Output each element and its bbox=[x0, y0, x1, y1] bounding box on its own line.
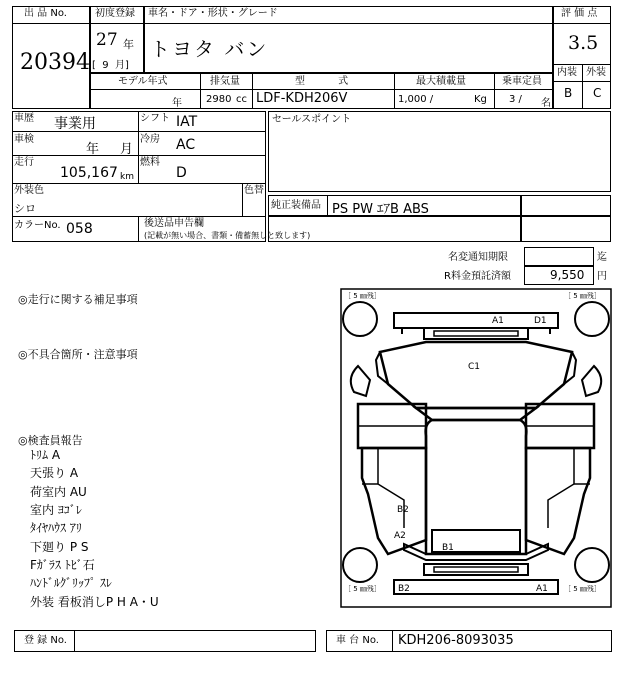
right-rear-panel bbox=[526, 448, 590, 554]
grille bbox=[424, 328, 528, 339]
tire-depth-label-tr: ［ 5 ㎜残］ bbox=[564, 292, 601, 300]
equipment-extra-box bbox=[521, 195, 611, 216]
divider bbox=[74, 630, 75, 652]
right-mirror bbox=[582, 366, 601, 396]
inspector-item: ﾊﾝﾄﾞﾙｸﾞﾘｯﾌﾟ ｽﾚ bbox=[30, 576, 112, 590]
repaint-label: 色替 bbox=[244, 185, 264, 196]
name-change-label: 名変通知期限 bbox=[448, 252, 508, 263]
divider bbox=[12, 183, 266, 184]
wheel-front-right bbox=[575, 302, 609, 336]
registration-number-label: 登 録 No. bbox=[24, 635, 67, 646]
interior-grade: B bbox=[564, 86, 573, 100]
color-no-label: カラーNo. bbox=[14, 220, 61, 231]
inspector-item: 室内 ﾖｺﾞﾚ bbox=[30, 503, 82, 517]
wheel-front-left bbox=[343, 302, 377, 336]
capacity-label: 乗車定員 bbox=[502, 76, 542, 87]
damage-mark-a2-left: A2 bbox=[394, 531, 406, 541]
displacement-unit: cc bbox=[236, 94, 247, 105]
driving-notes-label: ◎走行に関する補足事項 bbox=[18, 293, 138, 306]
equipment-value: PS PW ｴｱB ABS bbox=[332, 202, 429, 217]
divider bbox=[90, 89, 553, 90]
ac-label: 冷房 bbox=[140, 134, 160, 145]
divider bbox=[138, 111, 139, 183]
inspector-item: 外装 看板消しP H A・U bbox=[30, 595, 159, 609]
defects-notes-label: ◎不具合箇所・注意事項 bbox=[18, 348, 138, 361]
model-year-unit: 年 bbox=[172, 98, 182, 109]
model-label: 型 式 bbox=[295, 76, 349, 87]
inspection-month: 月 bbox=[120, 142, 134, 157]
tire-depth-label-bl: ［ 5 ㎜残］ bbox=[344, 585, 381, 593]
inspection-label: 車検 bbox=[14, 134, 34, 145]
divider bbox=[494, 73, 495, 109]
wheel-rear-right bbox=[575, 548, 609, 582]
exterior-label: 外装 bbox=[586, 67, 606, 78]
after-items-note: (記載が無い場合、書類・備蓄無しと致します) bbox=[144, 231, 311, 240]
displacement-value: 2980 bbox=[206, 94, 232, 105]
after-items-box bbox=[268, 216, 521, 242]
divider bbox=[392, 630, 393, 652]
rear-bumper bbox=[394, 580, 558, 594]
inspector-item: Fｶﾞﾗｽ ﾄﾋﾞ石 bbox=[30, 558, 95, 572]
first-registration-year: 27 bbox=[96, 30, 118, 50]
fuel-value: D bbox=[176, 165, 187, 181]
year-unit: 年 bbox=[123, 38, 134, 51]
chassis-number: KDH206-8093035 bbox=[398, 633, 514, 648]
fuel-label: 燃料 bbox=[140, 157, 160, 168]
car-name: トヨタ バン bbox=[150, 37, 269, 61]
car-name-label: 車名・ドア・形状・グレード bbox=[148, 8, 278, 19]
ext-color-label: 外装色 bbox=[14, 185, 44, 196]
divider bbox=[553, 23, 611, 24]
divider bbox=[12, 216, 266, 217]
after-items-label: 後送品申告欄 bbox=[144, 218, 204, 229]
hood bbox=[380, 342, 572, 408]
divider bbox=[394, 73, 395, 109]
damage-mark-b2-rear: B2 bbox=[398, 584, 410, 594]
name-change-unit: 迄 bbox=[597, 252, 607, 263]
capacity-unit: 名 bbox=[541, 98, 551, 109]
inspector-item: 天張り A bbox=[30, 466, 79, 480]
mileage-value: 105,167 bbox=[60, 165, 118, 181]
damage-mark-c1-hood: C1 bbox=[468, 362, 481, 372]
after-items-extra-box bbox=[521, 216, 611, 242]
divider bbox=[553, 81, 611, 82]
sales-point-label: セールスポイント bbox=[272, 114, 352, 125]
damage-mark-b2-left: B2 bbox=[397, 505, 409, 515]
lot-number-label: 出 品 No. bbox=[24, 8, 67, 19]
damage-mark-d1-front: D1 bbox=[534, 316, 547, 326]
inspector-item: ﾄﾘﾑ A bbox=[30, 448, 61, 462]
name-change-box bbox=[524, 247, 594, 266]
mileage-label: 走行 bbox=[14, 157, 34, 168]
max-load-unit: Kg bbox=[474, 94, 487, 105]
inspector-item: 荷室内 AU bbox=[30, 485, 87, 499]
divider bbox=[582, 64, 583, 109]
recycle-value: 9,550 bbox=[550, 268, 585, 282]
mileage-unit: km bbox=[120, 172, 134, 182]
divider bbox=[90, 23, 144, 24]
ac-value: AC bbox=[176, 137, 196, 153]
first-registration-label: 初度登録 bbox=[95, 8, 135, 19]
inspector-report-label: ◎検査員報告 bbox=[18, 434, 83, 447]
divider bbox=[12, 131, 266, 132]
month-bracket: [ 9 月] bbox=[92, 60, 129, 71]
divider bbox=[12, 155, 266, 156]
inspection-year: 年 bbox=[86, 142, 100, 157]
inspector-item: ﾀｲﾔﾊｳｽ ｱﾘ bbox=[30, 521, 82, 535]
tire-depth-label-tl: ［ 5 ㎜残］ bbox=[344, 292, 381, 300]
model-value: LDF-KDH206V bbox=[256, 91, 348, 106]
tire-depth-label-br: ［ 5 ㎜残］ bbox=[564, 585, 601, 593]
wheel-rear-left bbox=[343, 548, 377, 582]
vehicle-damage-diagram bbox=[340, 288, 612, 608]
roof bbox=[426, 420, 527, 554]
equipment-label: 純正装備品 bbox=[271, 200, 321, 211]
divider bbox=[200, 73, 201, 109]
score-label: 評 価 点 bbox=[561, 8, 598, 19]
history-value: 事業用 bbox=[54, 116, 96, 132]
divider bbox=[12, 23, 90, 24]
inspector-item: 下廻り P S bbox=[30, 540, 89, 554]
recycle-label: R料金預託済額 bbox=[444, 271, 511, 282]
lot-number: 20394 bbox=[20, 50, 90, 75]
displacement-label: 排気量 bbox=[210, 76, 240, 87]
damage-mark-a1-front: A1 bbox=[492, 316, 504, 326]
damage-mark-b1-rear: B1 bbox=[442, 543, 454, 553]
month-unit: 月 bbox=[115, 60, 125, 71]
divider bbox=[242, 183, 243, 216]
shift-label: シフト bbox=[140, 113, 170, 124]
divider bbox=[327, 195, 328, 216]
model-year-label: モデル年式 bbox=[118, 76, 168, 87]
rear-plate bbox=[424, 564, 528, 575]
max-load-label: 最大積載量 bbox=[416, 76, 466, 87]
exterior-grade: C bbox=[593, 86, 602, 100]
recycle-unit: 円 bbox=[597, 271, 607, 282]
capacity-value: 3 / bbox=[509, 94, 522, 105]
windshield bbox=[416, 408, 536, 420]
divider bbox=[144, 23, 553, 24]
interior-label: 内装 bbox=[557, 67, 577, 78]
shift-value: IAT bbox=[176, 114, 198, 130]
divider bbox=[252, 73, 253, 109]
damage-mark-a1-rear: A1 bbox=[536, 584, 548, 594]
score-value: 3.5 bbox=[568, 32, 599, 54]
first-registration-month: 9 bbox=[102, 60, 109, 71]
divider bbox=[138, 216, 139, 242]
chassis-number-label: 車 台 No. bbox=[336, 635, 379, 646]
color-no-value: 058 bbox=[66, 221, 93, 237]
max-load-value: 1,000 / bbox=[398, 94, 434, 105]
ext-color-value: シロ bbox=[14, 202, 36, 215]
history-label: 車歴 bbox=[14, 113, 34, 124]
left-mirror bbox=[351, 366, 370, 396]
